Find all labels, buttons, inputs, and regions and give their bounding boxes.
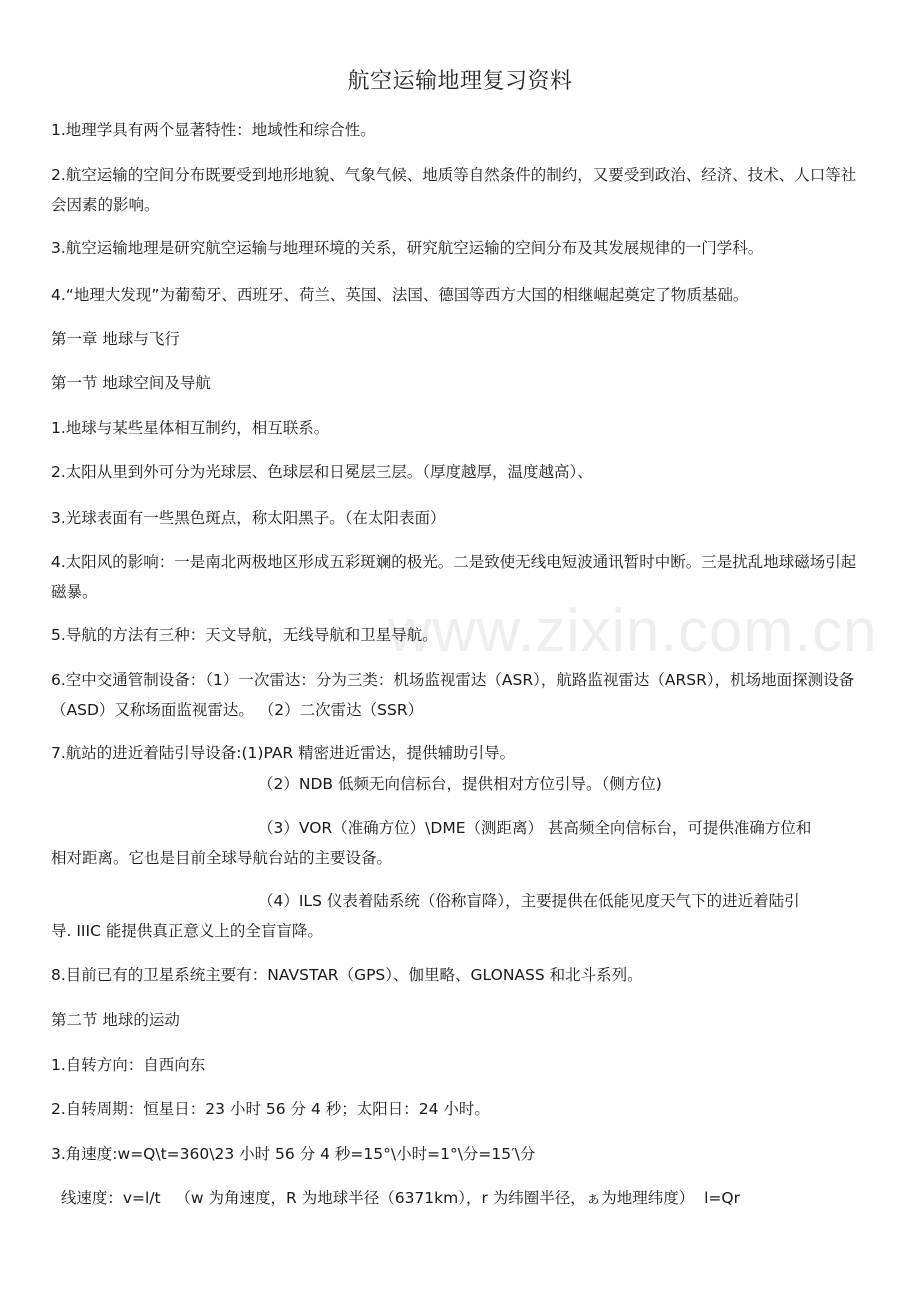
section-heading-1: 第一节 地球空间及导航 (51, 374, 211, 392)
intro-paragraph-2: 2.航空运输的空间分布既要受到地形地貌、气象气候、地质等自然条件的制约，又要受到政治、经济、技术、人口等社会因素的影响。 (51, 166, 857, 214)
section1-item-7-line-4b: 导. IIIC 能提供真正意义上的全盲盲降。 (51, 922, 323, 940)
document-title: 航空运输地理复习资料 (347, 69, 573, 94)
section2-linear-speed: 线速度：v=l/t （w 为角速度，R 为地球半径（6371km），r 为纬圈半径，ぁ为地理纬度） l=Qr (51, 1189, 740, 1207)
section1-item-7-line-3a: （3）VOR（准确方位）\DME（测距离） 甚高频全向信标台，可提供准确方位和 (258, 819, 812, 837)
section1-item-5: 5.导航的方法有三种：天文导航，无线导航和卫星导航。 (51, 626, 438, 644)
section-heading-2: 第二节 地球的运动 (51, 1011, 180, 1029)
section1-item-7-line-2: （2）NDB 低频无向信标台，提供相对方位引导。（侧方位) (258, 775, 662, 793)
section2-item-2: 2.自转周期：恒星日：23 小时 56 分 4 秒；太阳日：24 小时。 (51, 1100, 490, 1118)
intro-paragraph-1: 1.地理学具有两个显著特性：地域性和综合性。 (51, 121, 376, 139)
section1-item-2: 2.太阳从里到外可分为光球层、色球层和日冕层三层。（厚度越厚，温度越高）、 (51, 463, 593, 481)
section1-item-8: 8.目前已有的卫星系统主要有：NAVSTAR（GPS）、伽里略、GLONASS 和北斗系列。 (51, 966, 643, 984)
section1-item-7-line-4a: （4）ILS 仪表着陆系统（俗称盲降），主要提供在低能见度天气下的进近着陆引 (258, 892, 800, 910)
intro-paragraph-3: 3.航空运输地理是研究航空运输与地理环境的关系，研究航空运输的空间分布及其发展规律的一门学科。 (51, 239, 764, 257)
section1-item-3: 3.光球表面有一些黑色斑点，称太阳黑子。（在太阳表面） (51, 509, 446, 527)
section2-item-1: 1.自转方向：自西向东 (51, 1056, 206, 1074)
section2-item-3: 3.角速度:w=Q\t=360\23 小时 56 分 4 秒=15°\小时=1°\分=15′\分 (51, 1145, 536, 1163)
section1-item-1: 1.地球与某些星体相互制约，相互联系。 (51, 419, 330, 437)
section1-item-6: 6.空中交通管制设备：（1）一次雷达：分为三类：机场监视雷达（ASR），航路监视雷达（ARSR），机场地面探测设备（ASD）又称场面监视雷达。 （2）二次雷达（SSR） (51, 671, 855, 719)
intro-paragraph-4: 4.“地理大发现”为葡萄牙、西班牙、荷兰、英国、法国、德国等西方大国的相继崛起奠定了物质基础。 (51, 286, 749, 304)
watermark: www.zixin.com.cn (388, 597, 878, 664)
section1-item-7-line-1: 7.航站的进近着陆引导设备:(1)PAR 精密进近雷达，提供辅助引导。 (51, 744, 516, 762)
section1-item-4: 4.太阳风的影响：一是南北两极地区形成五彩斑斓的极光。二是致使无线电短波通讯暂时中断。三是扰乱地球磁场引起磁暴。 (51, 553, 857, 601)
section1-item-7-line-3b: 相对距离。它也是目前全球导航台站的主要设备。 (51, 849, 393, 867)
chapter-heading: 第一章 地球与飞行 (51, 330, 180, 348)
